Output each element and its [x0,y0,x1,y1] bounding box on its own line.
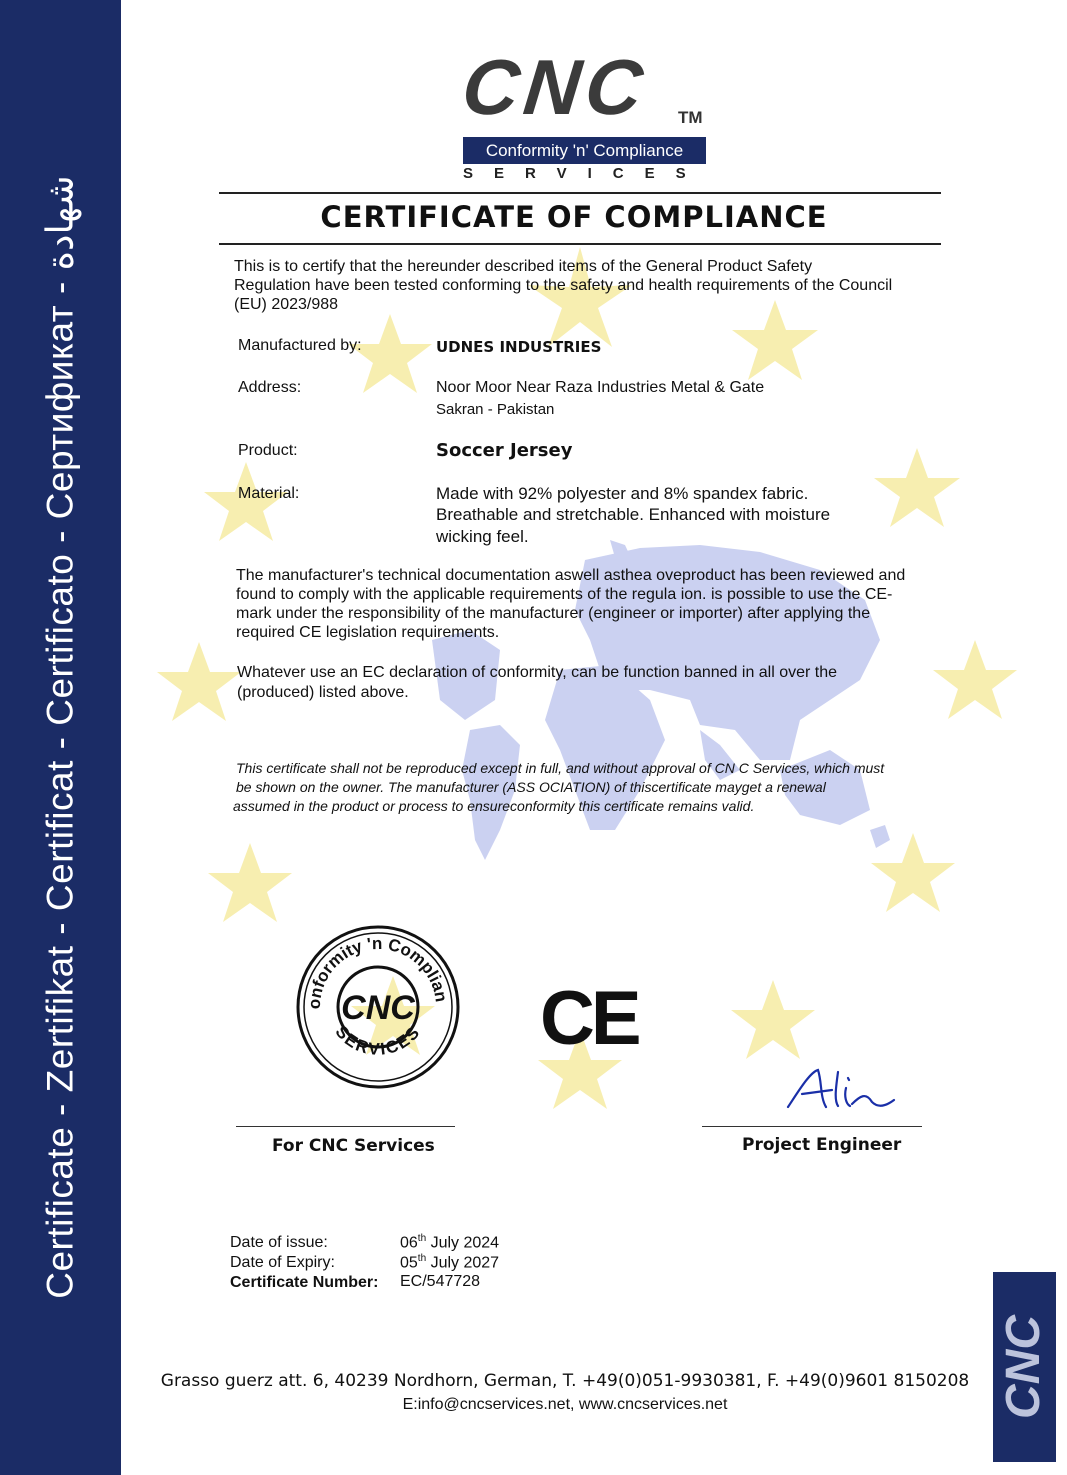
title-rule-top [219,192,941,194]
paragraph-line: Whatever use an EC declaration of conformity, can be function banned in all over the [237,664,838,681]
expiry-month-year: July 2027 [426,1254,500,1272]
title-rule-bottom [219,243,941,245]
address-label: Address: [238,379,302,396]
material-label: Material: [238,485,300,502]
disclaimer-line: be shown on the owner. The manufacturer (ASS OCIATION) of thiscertificate mayget a renewal [236,779,826,795]
svg-text:SERVICES [331,1022,424,1059]
expiry-day: 05 [400,1254,418,1272]
expiry-day-suffix: th [417,1253,427,1264]
seal-center-text: CNC [341,989,415,1027]
ce-mark: CE [540,976,638,1061]
disclaimer-line: assumed in the product or process to ensureconformity this certificate remains valid. [233,798,755,814]
material-line: wicking feel. [436,527,529,546]
side-band [0,0,121,1475]
side-band-text: Certificate - Zertifikat - Certificat - Certificato - Сертификат - شهادة [39,175,81,1299]
issue-day-suffix: th [417,1233,427,1244]
intro-line: Regulation have been tested conforming to the safety and health requirements of the Council [234,277,893,294]
footer-address: Grasso guerz att. 6, 40239 Nordhorn, German, T. +49(0)051-9930381, F. +49(0)9601 8150208 [160,1371,970,1391]
manufacturer-label: Manufactured by: [238,337,362,354]
paragraph-line: The manufacturer's technical documentation aswell asthea oveproduct has been reviewed and [236,567,906,584]
issue-day: 06 [400,1234,418,1252]
logo-services: SERVICES [463,165,707,182]
issue-date-label: Date of issue: [230,1234,328,1251]
logo-band: Conformity 'n' Compliance [463,137,706,164]
right-signature-line [702,1126,922,1127]
logo-wordmark: CNC [458,43,652,131]
left-signature-line [236,1126,455,1127]
expiry-date-label: Date of Expiry: [230,1254,335,1271]
intro-line: This is to certify that the hereunder described items of the General Product Safety [234,258,813,275]
product-label: Product: [238,442,298,459]
cnc-seal [293,922,463,1097]
logo-trademark: TM [678,108,703,127]
expiry-date-value [400,1253,499,1272]
paragraph-line: mark under the responsibility of the manufacturer (engineer or importer) after applying the [236,605,871,622]
paragraph-line: found to comply with the applicable requirements of the regula ion. is possible to use the CE- [236,586,893,603]
material-line: Breathable and stretchable. Enhanced with moisture [436,505,831,524]
for-cnc-services-label: For CNC Services [272,1136,435,1156]
manufacturer-value: UDNES INDUSTRIES [436,338,602,356]
certificate-number-value: EC/547728 [400,1273,481,1290]
address-line2: Sakran - Pakistan [436,401,555,418]
disclaimer-line: This certificate shall not be reproduced except in full, and without approval of CN C Services, which must [236,760,885,776]
material-line: Made with 92% polyester and 8% spandex fabric. [436,484,809,503]
paragraph-line: (produced) listed above. [237,684,409,701]
page-title: CERTIFICATE OF COMPLIANCE [320,200,828,234]
engineer-signature [780,1062,900,1127]
seal-top-text: onformity 'n Complian [304,933,451,1010]
intro-line: (EU) 2023/988 [234,296,339,313]
address-line1: Noor Moor Near Raza Industries Metal & Gate [436,379,765,396]
issue-date-value [400,1233,499,1252]
product-value: Soccer Jersey [436,440,573,461]
corner-logo: CNC [997,1315,1050,1419]
seal-bottom-text: SERVICES [331,1022,425,1060]
issue-month-year: July 2024 [426,1234,500,1252]
project-engineer-label: Project Engineer [742,1135,902,1155]
footer-contact: E:info@cncservices.net, www.cncservices.net [402,1396,728,1413]
paragraph-line: required CE legislation requirements. [236,624,500,641]
certificate-number-label: Certificate Number: [230,1274,379,1291]
